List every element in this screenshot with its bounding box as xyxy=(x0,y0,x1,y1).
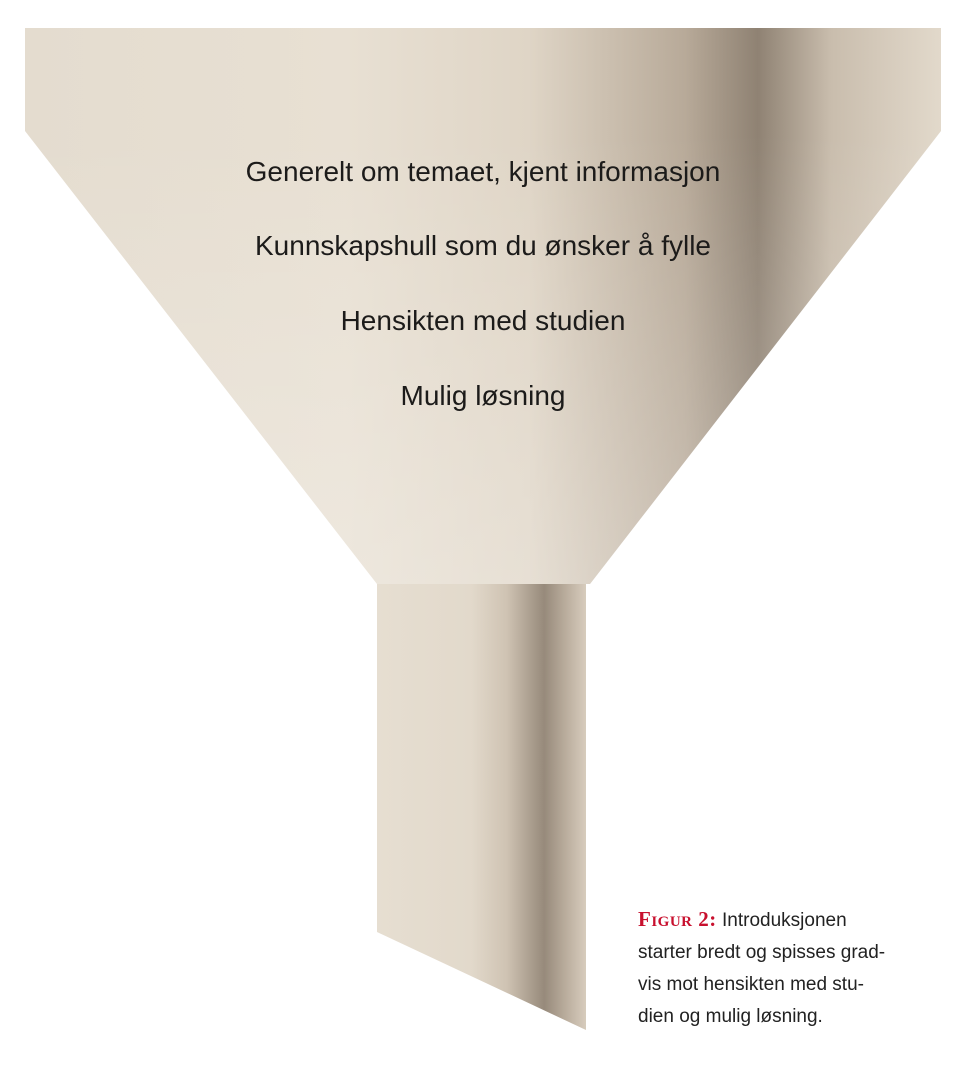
funnel-cone-highlight xyxy=(25,131,941,584)
funnel-spout xyxy=(377,584,586,1030)
caption-line-2: starter bredt og spisses grad- xyxy=(638,942,886,963)
caption-line-4: dien og mulig løsning. xyxy=(638,1006,823,1027)
caption-text-1: Introduksjonen xyxy=(722,910,847,931)
funnel-level-2: Kunnskapshull som du ønsker å fylle xyxy=(255,230,711,261)
caption-line-3: vis mot hensikten med stu- xyxy=(638,974,864,995)
funnel-level-4: Mulig løsning xyxy=(400,380,566,411)
funnel-rim xyxy=(25,28,941,131)
funnel-level-1: Generelt om temaet, kjent informasjon xyxy=(245,156,721,187)
caption-heading: Figur 2: xyxy=(638,907,717,931)
funnel-level-3: Hensikten med studien xyxy=(340,305,626,336)
caption-line-1 xyxy=(638,903,938,937)
figure-caption xyxy=(638,903,938,1033)
